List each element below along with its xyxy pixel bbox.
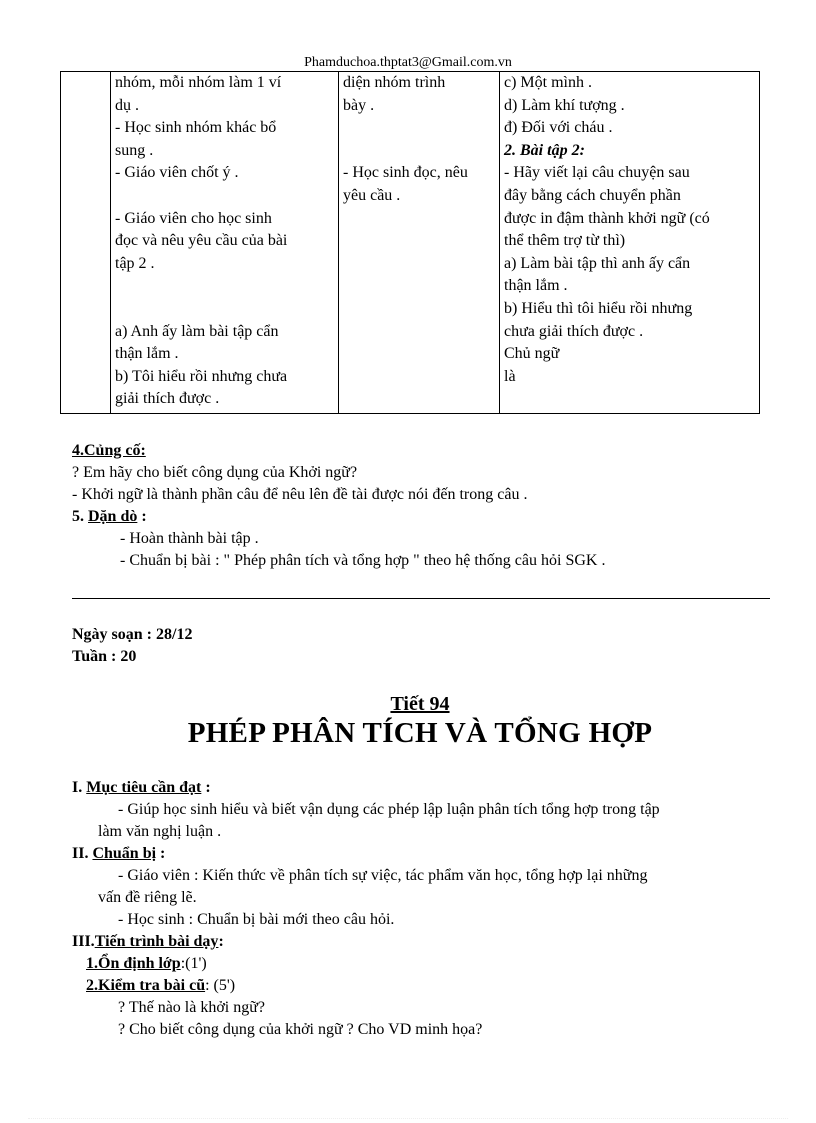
tien-trinh-heading: Tiến trình bài dạy xyxy=(94,933,219,950)
cung-co-heading: 4.Củng cố: xyxy=(72,442,146,459)
tuan: Tuần : 20 xyxy=(72,648,137,665)
lesson-table xyxy=(60,71,760,414)
bai-tap-2-heading: 2. Bài tập 2: xyxy=(504,141,585,159)
table-col-student-activity: diện nhóm trình bày . - Học sinh đọc, nêu yêu cầu . xyxy=(339,72,500,414)
chuan-bi-heading: Chuẩn bị xyxy=(92,845,157,862)
page-header-email: Phamduchoa.thptat3@Gmail.com.vn xyxy=(304,55,512,70)
table-col-content: c) Một mình . d) Làm khí tượng . đ) Đối với cháu . 2. Bài tập 2: - Hãy viết lại câu chuyện sau đây bằng cách chuyển phần được in đậm thành khởi ngữ (có thể thêm trợ từ thì) a) Làm bài tập thì anh ấy cẩn thận lắm . b) Hiểu thì tôi hiểu rồi nhưng chưa giải thích được . Chủ ngữ là xyxy=(500,72,760,414)
table-col-teacher-activity: nhóm, mỗi nhóm làm 1 ví dụ . - Học sinh nhóm khác bổ sung . - Giáo viên chốt ý . - Giáo viên cho học sinh đọc và nêu yêu cầu của bài tập 2 . a) Anh ấy làm bài tập cẩn thận lắm . b) Tôi hiểu rồi nhưng chưa giải thích được . xyxy=(111,72,339,414)
section-meta xyxy=(72,624,192,668)
table-col-1 xyxy=(61,72,111,414)
divider xyxy=(72,598,770,599)
lesson-number: Tiết 94 xyxy=(390,693,450,715)
lesson-title: PHÉP PHÂN TÍCH VÀ TỔNG HỢP xyxy=(187,717,653,749)
page-bottom-rule xyxy=(28,1118,788,1119)
muc-tieu-heading: Mục tiêu cần đạt xyxy=(86,779,202,796)
ngay-soan: Ngày soạn : 28/12 xyxy=(72,626,193,643)
dan-do-heading: Dặn dò xyxy=(88,508,138,525)
section-lesson-plan: I. Mục tiêu cần đạt : - Giúp học sinh hiểu và biết vận dụng các phép lập luận phân tích tổng hợp trong tập làm văn nghị luận . II. Chuẩn bị : - Giáo viên : Kiến thức về phân tích sự việc, tác phẩm văn học, tổng hợp lại những vấn đề riêng lẽ. - Học sinh : Chuẩn bị bài mới theo câu hỏi. III.Tiến trình bài dạy: 1.Ổn định lớp:(1') 2.Kiểm tra bài cũ: (5') ? Thế nào là khởi ngữ? ? Cho biết công dụng của khởi ngữ ? Cho VD minh họa? xyxy=(72,779,660,1038)
section-cung-co: 4.Củng cố: ? Em hãy cho biết công dụng của Khởi ngữ? - Khởi ngữ là thành phần câu để nêu lên đề tài được nói đến trong câu . 5. Dặn dò : - Hoàn thành bài tập . - Chuẩn bị bài : " Phép phân tích và tổng hợp " theo hệ thống câu hỏi SGK . xyxy=(72,442,606,569)
